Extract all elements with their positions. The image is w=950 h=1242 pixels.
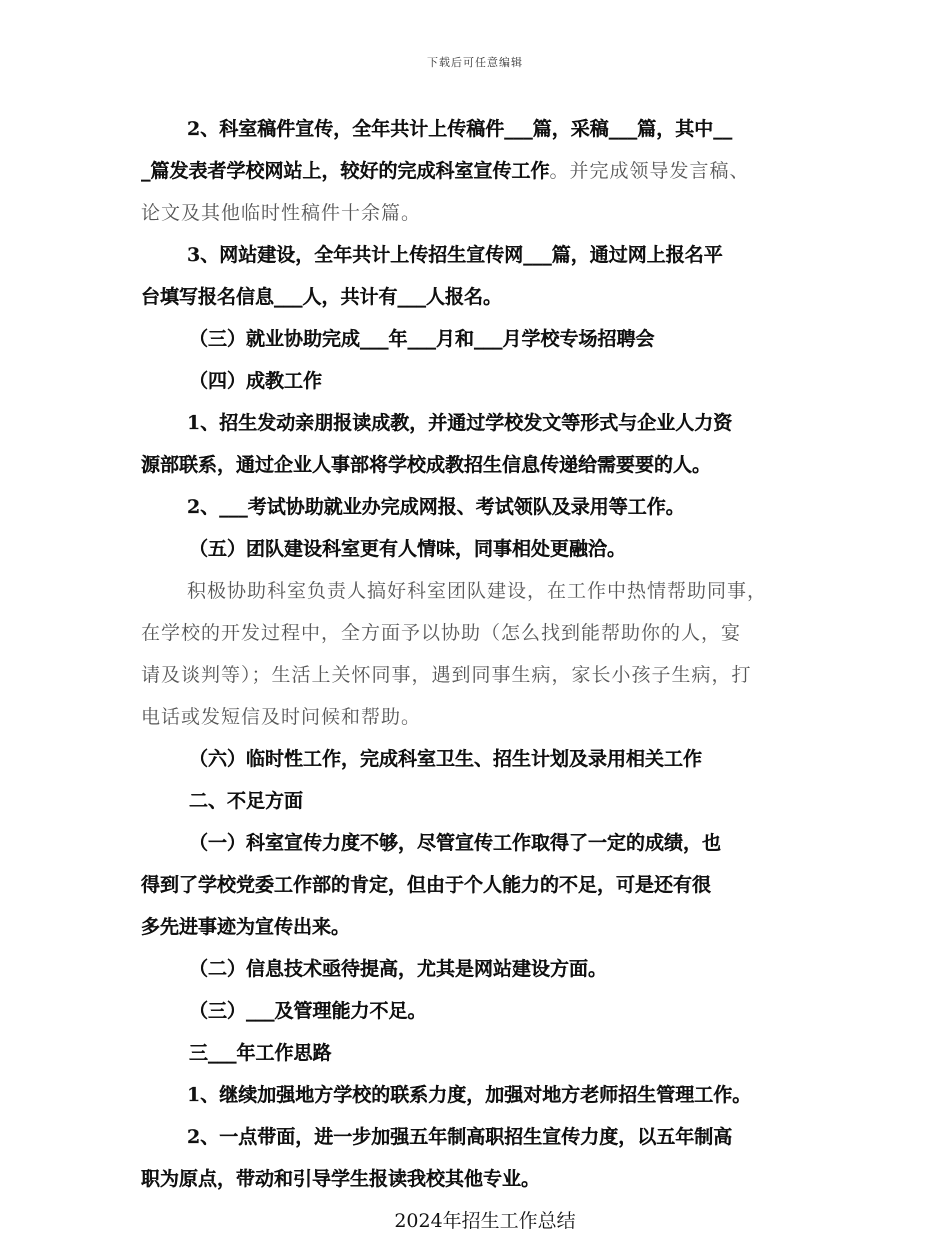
text-line <box>141 612 829 654</box>
text-line <box>141 108 829 150</box>
text-segment: 请及谈判等）；生活上关怀同事，遇到同事生病，家长小孩子生病，打 <box>141 664 752 686</box>
text-line <box>141 234 829 276</box>
text-line <box>141 990 829 1032</box>
text-segment: （三）就业协助完成___年___月和___月学校专场招聘会 <box>189 328 655 350</box>
text-segment: （五）团队建设科室更有人情味，同事相处更融洽。 <box>189 538 627 560</box>
text-segment: 1、招生发动亲朋报读成教，并通过学校发文等形式与企业人力资 <box>187 412 733 434</box>
text-line <box>141 780 829 822</box>
text-line <box>141 1074 829 1116</box>
text-segment: 电话或发短信及时问候和帮助。 <box>141 706 422 728</box>
text-line <box>141 528 829 570</box>
text-segment: 二、不足方面 <box>189 790 304 812</box>
text-segment: 2、___考试协助就业办完成网报、考试领队及录用等工作。 <box>187 496 685 518</box>
text-line <box>141 1116 829 1158</box>
text-segment: 。并完成领导发言稿、 <box>549 160 750 182</box>
text-segment: _篇发表者学校网站上，较好的完成科室宣传工作 <box>141 160 550 182</box>
text-segment: 得到了学校党委工作部的肯定，但由于个人能力的不足，可是还有很 <box>141 874 712 896</box>
text-line <box>141 654 829 696</box>
text-segment: 在学校的开发过程中，全方面予以协助（怎么找到能帮助你的人，宴 <box>141 622 742 644</box>
text-line <box>141 318 829 360</box>
text-line <box>141 192 829 234</box>
text-line <box>141 444 829 486</box>
text-segment: （六）临时性工作，完成科室卫生、招生计划及录用相关工作 <box>189 748 703 770</box>
text-segment: 源部联系，通过企业人事部将学校成教招生信息传递给需要要的人。 <box>141 454 712 476</box>
text-segment: 积极协助科室负责人搞好科室团队建设，在工作中热情帮助同事， <box>187 580 768 602</box>
document-body <box>141 108 829 1242</box>
text-line <box>141 150 829 192</box>
text-line <box>141 906 829 948</box>
text-segment: 1、继续加强地方学校的联系力度，加强对地方老师招生管理工作。 <box>187 1084 752 1106</box>
text-segment: （二）信息技术亟待提高，尤其是网站建设方面。 <box>189 958 608 980</box>
text-segment: 论文及其他临时性稿件十余篇。 <box>141 202 422 224</box>
text-segment: 3、网站建设，全年共计上传招生宣传网___篇，通过网上报名平 <box>187 244 723 266</box>
text-line <box>141 570 829 612</box>
document-title: 2024年招生工作总结 <box>394 1210 576 1232</box>
text-line <box>141 822 829 864</box>
text-line <box>141 738 829 780</box>
text-segment: （四）成教工作 <box>189 370 323 392</box>
text-line <box>141 486 829 528</box>
text-segment: 台填写报名信息___人，共计有___人报名。 <box>141 286 503 308</box>
text-segment: （三）___及管理能力不足。 <box>189 1000 427 1022</box>
text-segment: 2、一点带面，进一步加强五年制高职招生宣传力度，以五年制高 <box>187 1126 733 1148</box>
text-line <box>141 864 829 906</box>
text-line <box>141 276 829 318</box>
text-segment: 多先进事迹为宣传出来。 <box>141 916 351 938</box>
text-segment: 三___年工作思路 <box>189 1042 332 1064</box>
text-segment: （一）科室宣传力度不够，尽管宣传工作取得了一定的成绩，也 <box>189 832 722 854</box>
text-line <box>141 360 829 402</box>
page-header: 下载后可任意编辑 <box>427 56 523 69</box>
text-segment: 2、科室稿件宣传，全年共计上传稿件___篇，采稿___篇，其中__ <box>187 118 733 140</box>
text-line <box>141 1158 829 1200</box>
text-line <box>141 402 829 444</box>
text-line <box>141 948 829 990</box>
text-segment: 职为原点，带动和引导学生报读我校其他专业。 <box>141 1168 541 1190</box>
text-line <box>141 696 829 738</box>
text-line <box>141 1032 829 1074</box>
